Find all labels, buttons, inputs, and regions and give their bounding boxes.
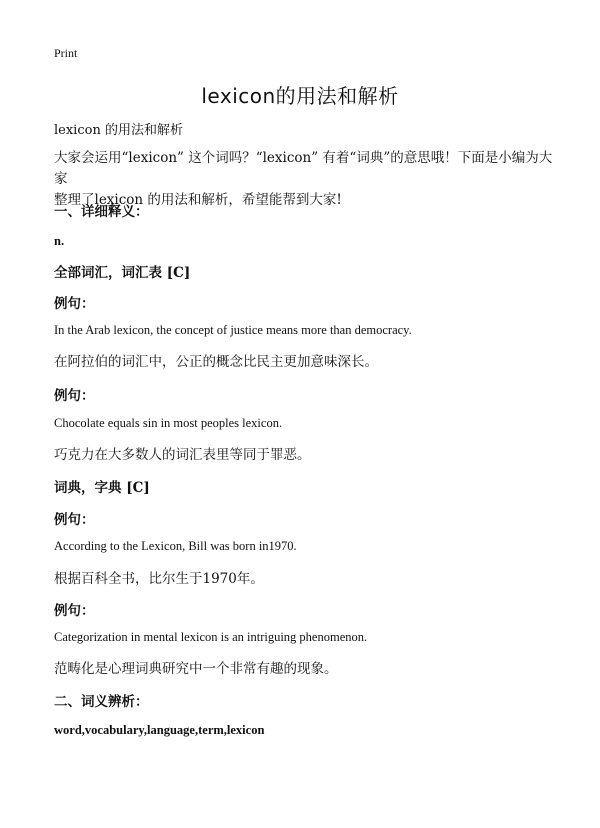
intro-line-2: 整理了lexicon 的用法和解析，希望能帮到大家!	[54, 192, 342, 208]
example-4-zh: 范畴化是心理词典研究中一个非常有趣的现象。	[54, 661, 338, 677]
print-label[interactable]: Print	[54, 46, 78, 60]
intro-line-1: 大家会运用“lexicon” 这个词吗？“lexicon” 有着“词典”的意思哦！下面是小编为大家	[54, 150, 553, 187]
example-4-en: Categorization in mental lexicon is an intriguing phenomenon.	[54, 630, 368, 644]
section1-heading: 一、详细释义：	[54, 204, 149, 220]
sense-1: 全部词汇，词汇表 [C]	[54, 265, 191, 281]
example-3-en: According to the Lexicon, Bill was born in1970.	[54, 539, 297, 553]
sense-2: 词典，字典 [C]	[54, 480, 150, 496]
example-label-1: 例句：	[54, 296, 95, 312]
example-2-zh: 巧克力在大多数人的词汇表里等同于罪恶。	[54, 447, 311, 463]
page-title: lexicon的用法和解析	[201, 84, 399, 108]
example-label-4: 例句：	[54, 603, 95, 619]
example-label-2: 例句：	[54, 388, 95, 404]
example-3-zh: 根据百科全书，比尔生于1970年。	[54, 571, 264, 587]
subtitle: lexicon 的用法和解析	[54, 123, 183, 138]
example-2-en: Chocolate equals sin in most peoples lexicon.	[54, 416, 283, 430]
synonym-list: word,vocabulary,language,term,lexicon	[54, 723, 265, 737]
part-of-speech: n.	[54, 234, 65, 248]
section2-heading: 二、词义辨析：	[54, 694, 149, 710]
example-1-en: In the Arab lexicon, the concept of justice means more than democracy.	[54, 323, 412, 337]
example-label-3: 例句：	[54, 512, 95, 528]
example-1-zh: 在阿拉伯的词汇中，公正的概念比民主更加意味深长。	[54, 354, 378, 370]
